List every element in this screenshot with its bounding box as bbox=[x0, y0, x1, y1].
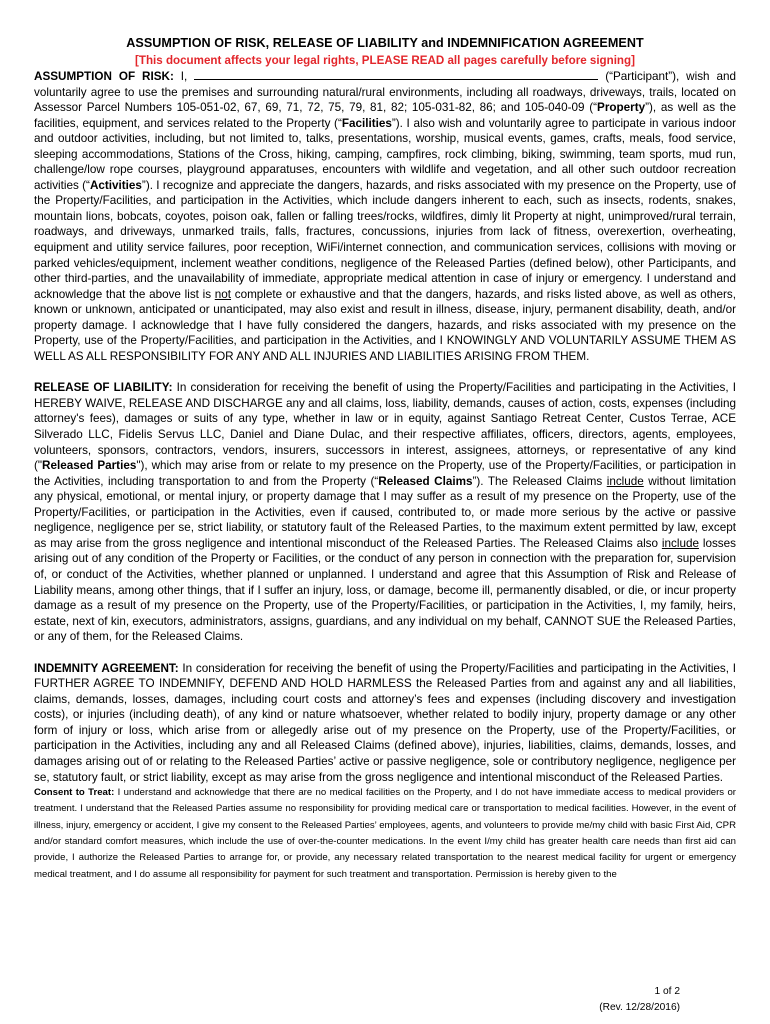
underlined-include: include bbox=[661, 536, 699, 550]
assumption-text: (“Participant”), wish and voluntarily agree to use the premises and surrounding natural/rural environments, including all roadways, driveways, trails, located on Assessor Parcel Numbers 105-051-02, 67, 69, 71, 72, 75, 79, 81, 82; 105-031-82, 86; and 105-040-09 (“ bbox=[34, 70, 736, 115]
release-heading: RELEASE OF LIABILITY: bbox=[34, 381, 173, 395]
release-of-liability-section bbox=[34, 380, 736, 644]
assumption-of-risk-section bbox=[34, 69, 736, 364]
defined-term-facilities: Facilities bbox=[341, 116, 392, 130]
revision-date: (Rev. 12/28/2016) bbox=[599, 1002, 680, 1013]
underlined-not: not bbox=[214, 287, 232, 301]
defined-term-activities: Activities bbox=[89, 178, 142, 192]
release-text: ”). The Released Claims bbox=[472, 474, 607, 488]
consent-to-treat-section bbox=[34, 785, 736, 883]
release-text: losses arising out of any condition of the Property or Facilities, or the conduct of any person in connection with the preparation for, supervision of, or conduct of the Activities, whether planned or unplanned. I understand and agree that this Assumption of Risk and Release of Liability means, among other things, that if I suffer an injury, loss, or damage, become ill, permanently disabled, or die, or incur property damage as a result of my presence on the Property, use of the Property/Facilities, or participation in the Activities, I, my family, heirs, estate, next of kin, executors, administrators, assigns, guardians, and any individual on my behalf, CANNOT SUE the Released Parties, or any of them, for the Released Claims. bbox=[34, 536, 736, 644]
defined-term-released-claims: Released Claims bbox=[378, 474, 473, 488]
participant-name-field[interactable] bbox=[194, 69, 598, 80]
page-footer bbox=[599, 984, 680, 1016]
assumption-text: ”), as well as the facilities, equipment, and services related to the Property (“ bbox=[34, 101, 736, 130]
document-page bbox=[34, 36, 736, 883]
underlined-include: include bbox=[606, 474, 644, 488]
document-warning: [This document affects your legal rights, PLEASE READ all pages carefully before signing] bbox=[135, 54, 635, 67]
release-text: In consideration for receiving the benefit of using the Property/Facilities and participating in the Activities, I HEREBY WAIVE, RELEASE AND DISCHARGE any and all claims, loss, liability, demands, causes of action, costs, expenses (including attorney's fees), damages or suits of any type, whether in law or in equity, against Santiago Retreat Center, Custos Terrae, ACE Silverado LLC, Fidelis Servus LLC, Daniel and Diane Dulac, and their respective affiliates, officers, directors, agents, employees, volunteers, sponsors, contractors, vendors, insurers, successors in interest, assignees, attorneys, or representative of any kind (" bbox=[34, 381, 737, 473]
document-title: ASSUMPTION OF RISK, RELEASE OF LIABILITY and INDEMNIFICATION AGREEMENT bbox=[126, 36, 644, 50]
assumption-text: complete or exhaustive and that the dangers, hazards, and risks listed above, as well as others, known or unknown, anticipated or unanticipated, may also exist and result in illness, disease, injury, permanent disability, death, and/or property damage. I acknowledge that I have fully considered the dangers, hazards, and risks associated with my presence on the Property, use of the Property/Facilities, and participation in the Activities, and I KNOWINGLY AND VOLUNTARILY ASSUME THEM AS WELL AS ALL RESPONSIBILITY FOR ANY AND ALL INJURIES AND LIABILITIES ARISING FROM THEM. bbox=[34, 287, 736, 363]
page-number: 1 of 2 bbox=[654, 986, 680, 997]
consent-text: I understand and acknowledge that there are no medical facilities on the Property, and I do not have immediate access to medical providers or treatment. I understand that the Released Parties assume no responsibility for providing medical care or transportation to medical facilities. However, in the event of illness, injury, emergency or accident, I give my consent to the Released Parties’ employees, agents, and volunteers to provide me/my child with basic First Aid, CPR and/or standard comfort measures, which include the use of over-the-counter medications. In the event I/my child has greater health care needs than first aid can provide, I authorize the Released Parties to arrange for, or provide, any necessary related transportation to the nearest medical facility for urgent or emergency medical treatment, and I do assume all responsibility for payment for such treatment and transportation. Permission is hereby given to the bbox=[34, 787, 736, 880]
indemnity-heading: INDEMNITY AGREEMENT: bbox=[34, 661, 179, 675]
release-text: without limitation any physical, emotional, or mental injury, or property damage that I may suffer as a result of my presence on the Property, use of the Property/Facilities, or participation in the Activities, even if caused, contributed to, or made more serious by the active or passive negligence, negligence per se, strict liability, or statutory fault of the Released Parties, to the maximum extent permitted by law, except as may arise from the gross negligence and intentional misconduct of the Released Parties. The Released Claims also bbox=[34, 474, 736, 550]
release-text: "), which may arise from or relate to my presence on the Property, use of the Property/Facilities, or participation in the Activities, including transportation to and from the Property (“ bbox=[34, 459, 736, 488]
defined-term-property: Property bbox=[597, 101, 646, 115]
consent-heading: Consent to Treat: bbox=[34, 787, 115, 799]
assumption-text: ”). I recognize and appreciate the dangers, hazards, and risks associated with my presence on the Property, use of the Property/Facilities, and participation in the Activities, which include dangers inherent to each, such as insects, rodents, snakes, mountain lions, bobcats, coyotes, poison oak, fallen or falling trees/rocks, wildfires, dimly lit Property at night, unimproved/rural terrain, roadways, and driveways, unmarked trails, falls, fractures, concussions, injuries from lack of fitness, overexertion, overheating, equipment and utility service failures, poor reception, WiFi/internet connection, and communication services, collisions with moving or parked vehicles/equipment, inclement weather conditions, negligence of the Released Parties (defined below), other Participants, and other third-parties, and the unavailability of immediate, appropriate medical attention in case of injury or emergency. I understand and acknowledge that the above list is bbox=[34, 178, 736, 301]
indemnity-agreement-section bbox=[34, 661, 736, 785]
assumption-text: ”). I also wish and voluntarily agree to participate in various indoor and outdoor activities, including, but not limited to, talks, presentations, worship, musical events, games, crafts, meals, food service, sleeping accommodations, Stations of the Cross, hiking, camping, campfires, rock climbing, biking, swimming, team sports, mud run, challenge/low rope courses, playground apparatuses, encounters with wildlife and vegetation, and all other such outdoor recreation activities (“ bbox=[34, 116, 736, 192]
assumption-text: I, bbox=[173, 70, 195, 83]
defined-term-released-parties: Released Parties bbox=[42, 459, 137, 473]
assumption-heading: ASSUMPTION OF RISK: bbox=[34, 70, 174, 83]
indemnity-text: In consideration for receiving the benefit of using the Property/Facilities and participating in the Activities, I FURTHER AGREE TO INDEMNIFY, DEFEND AND HOLD HARMLESS the Released Parties from and against any and all liabilities, claims, demands, losses, damages, including court costs and attorney’s fees and expenses (including discovery and investigation costs), or injuries (including death), of any kind or nature whatsoever, whether related to bodily injury, property damage or any other form of injury or loss, which arise from or allegedly arise out of my presence on the Property, use of the Property/Facilities, or participation in the Activities, including any and all Released Claims (defined above), injuries, liabilities, claims, demands, losses, and damages arising out of or relating to the Released Parties’ active or passive negligence, sole or contributory negligence, negligence per se, statutory fault, or strict liability, except as may arise from the gross negligence and intentional misconduct of the Released Parties. bbox=[34, 661, 736, 784]
